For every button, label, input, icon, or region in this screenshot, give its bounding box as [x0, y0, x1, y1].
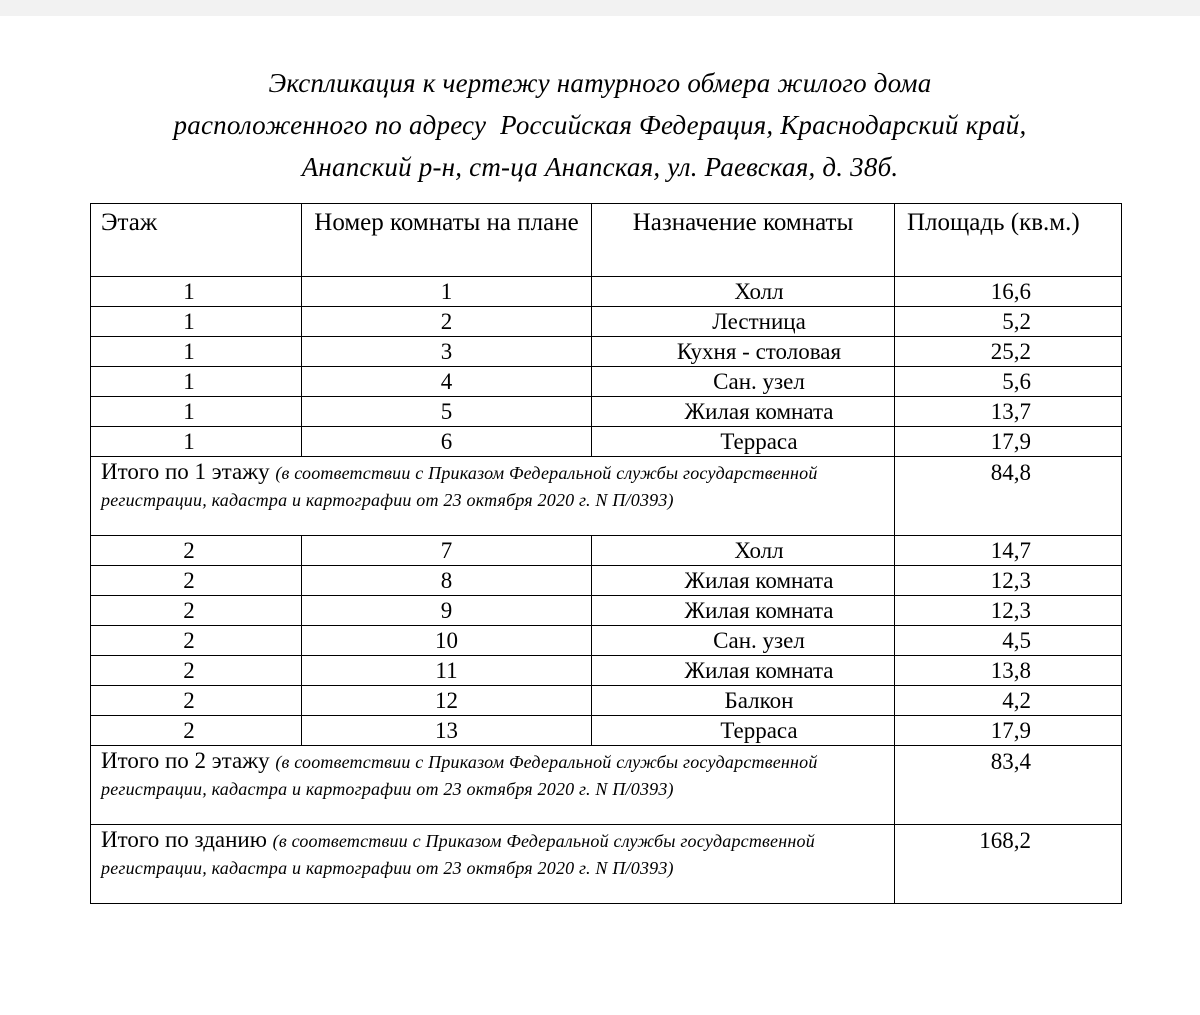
cell-room-purpose: Терраса [592, 427, 895, 457]
cell-room-purpose: Жилая комната [592, 397, 895, 427]
cell-area: 17,9 [895, 716, 1122, 746]
cell-area: 5,2 [895, 307, 1122, 337]
cell-room-purpose: Балкон [592, 686, 895, 716]
cell-floor: 1 [91, 337, 302, 367]
cell-room-number: 3 [302, 337, 592, 367]
table-row [91, 427, 1122, 457]
total-floor-1-row [91, 457, 1122, 536]
cell-area: 13,7 [895, 397, 1122, 427]
cell-room-number: 6 [302, 427, 592, 457]
cell-floor: 1 [91, 307, 302, 337]
cell-room-purpose: Холл [592, 277, 895, 307]
header-area: Площадь (кв.м.) [895, 204, 1122, 277]
cell-room-purpose: Холл [592, 536, 895, 566]
cell-area: 25,2 [895, 337, 1122, 367]
total-note: (в соответствии с Приказом Федеральной службы государственной регистрации, кадастра и картографии от 23 октября 2020 г. N П/0393) [101, 831, 815, 878]
cell-room-number: 5 [302, 397, 592, 427]
cell-room-number: 10 [302, 626, 592, 656]
cell-floor: 2 [91, 656, 302, 686]
table-row [91, 277, 1122, 307]
table-header-row [91, 204, 1122, 277]
explication-table [90, 203, 1122, 904]
cell-area: 14,7 [895, 536, 1122, 566]
table-row [91, 307, 1122, 337]
cell-floor: 1 [91, 427, 302, 457]
total-note: (в соответствии с Приказом Федеральной службы государственной регистрации, кадастра и картографии от 23 октября 2020 г. N П/0393) [101, 752, 818, 799]
total-area: 83,4 [895, 746, 1122, 825]
table-row [91, 367, 1122, 397]
total-note: (в соответствии с Приказом Федеральной службы государственной регистрации, кадастра и картографии от 23 октября 2020 г. N П/0393) [101, 463, 818, 510]
table-row [91, 596, 1122, 626]
total-building-row [91, 825, 1122, 904]
table-row [91, 337, 1122, 367]
total-area: 84,8 [895, 457, 1122, 536]
cell-floor: 1 [91, 367, 302, 397]
cell-room-purpose: Кухня - столовая [592, 337, 895, 367]
cell-floor: 1 [91, 277, 302, 307]
table-row [91, 626, 1122, 656]
cell-area: 12,3 [895, 566, 1122, 596]
cell-room-number: 1 [302, 277, 592, 307]
cell-area: 13,8 [895, 656, 1122, 686]
cell-floor: 2 [91, 596, 302, 626]
cell-floor: 2 [91, 536, 302, 566]
cell-room-purpose: Жилая комната [592, 656, 895, 686]
total-label: Итого по 1 этажу [101, 459, 270, 484]
cell-floor: 2 [91, 716, 302, 746]
cell-area: 5,6 [895, 367, 1122, 397]
total-label-cell [91, 825, 895, 904]
header-floor: Этаж [91, 204, 302, 277]
table-row [91, 536, 1122, 566]
title-line-2: расположенного по адресу Российская Федерация, Краснодарский край, [173, 110, 1027, 140]
cell-room-number: 8 [302, 566, 592, 596]
cell-room-number: 7 [302, 536, 592, 566]
cell-room-purpose: Терраса [592, 716, 895, 746]
total-label: Итого по 2 этажу [101, 748, 270, 773]
cell-floor: 2 [91, 566, 302, 596]
title-line-3: Анапский р-н, ст-ца Анапская, ул. Раевская, д. 38б. [301, 152, 899, 182]
header-room-number: Номер комнаты на плане [302, 204, 592, 277]
cell-room-purpose: Сан. узел [592, 367, 895, 397]
table-row [91, 656, 1122, 686]
cell-area: 4,2 [895, 686, 1122, 716]
cell-room-purpose: Жилая комната [592, 596, 895, 626]
table-row [91, 566, 1122, 596]
table-row [91, 397, 1122, 427]
cell-room-number: 12 [302, 686, 592, 716]
cell-room-number: 4 [302, 367, 592, 397]
header-purpose: Назначение комнаты [592, 204, 895, 277]
total-label-cell [91, 457, 895, 536]
top-strip [0, 0, 1200, 16]
cell-area: 12,3 [895, 596, 1122, 626]
cell-area: 4,5 [895, 626, 1122, 656]
table-row [91, 686, 1122, 716]
cell-area: 16,6 [895, 277, 1122, 307]
cell-room-number: 11 [302, 656, 592, 686]
total-label: Итого по зданию [101, 827, 267, 852]
cell-floor: 2 [91, 626, 302, 656]
total-floor-2-row [91, 746, 1122, 825]
cell-room-number: 2 [302, 307, 592, 337]
cell-room-number: 9 [302, 596, 592, 626]
cell-floor: 1 [91, 397, 302, 427]
cell-room-purpose: Сан. узел [592, 626, 895, 656]
cell-room-purpose: Лестница [592, 307, 895, 337]
total-area: 168,2 [895, 825, 1122, 904]
title-line-1: Экспликация к чертежу натурного обмера жилого дома [268, 68, 932, 98]
cell-room-purpose: Жилая комната [592, 566, 895, 596]
table-row [91, 716, 1122, 746]
cell-floor: 2 [91, 686, 302, 716]
document-title [0, 62, 1200, 188]
cell-room-number: 13 [302, 716, 592, 746]
total-label-cell [91, 746, 895, 825]
cell-area: 17,9 [895, 427, 1122, 457]
